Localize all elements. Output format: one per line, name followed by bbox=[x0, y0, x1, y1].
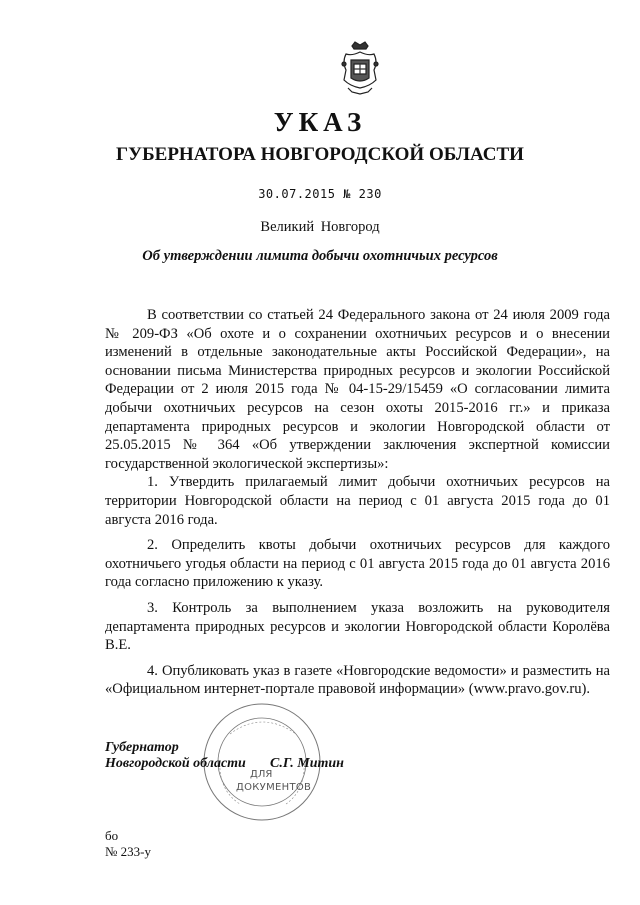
coat-of-arms-emblem bbox=[338, 40, 382, 98]
body-paragraph-item-3: 3. Контроль за выполнением указа возложить на руководителя департамента природных ресурсов и экологии Новгородской области Королёва В.Е. bbox=[105, 599, 610, 654]
document-date-number: 30.07.2015 № 230 bbox=[258, 187, 382, 201]
document-title: УКАЗ bbox=[273, 107, 367, 137]
signature-position-line2: Новгородской области bbox=[105, 756, 246, 771]
body-paragraph-item-2: 2. Определить квоты добычи охотничьих ресурсов для каждого охотничьего угодья области на период с 01 августа 2015 года до 01 августа 2016 года согласно приложению к указу. bbox=[105, 537, 610, 591]
stamp-text-line2: ДОКУМЕНТОВ bbox=[236, 782, 312, 793]
signature-position bbox=[105, 740, 246, 772]
footer-registration-number: № 233-у bbox=[105, 844, 151, 859]
signer-name: С.Г. Митин bbox=[270, 756, 344, 771]
body-paragraph-preamble: В соответствии со статьей 24 Федерального закона от 24 июля 2009 года № 209-ФЗ «Об охоте и о сохранении охотничьих ресурсов и о внесении изменений в отдельные законодательные акты Российской Федерации», на основании письма Министерства природных ресурсов и экологии Российской Федерации от 2 июля 2015 года № 04-15-29/15459 «О согласовании лимита добычи охотничьих ресурсов на сезон охоты 2015-2016 гг.» и приказа департамента природных ресурсов и экологии Новгородской области от 25.05.2015 № 364 «Об утверждении заключения экспертной комиссии государственной экологической экспертизы»: bbox=[105, 307, 610, 472]
document-issuer: ГУБЕРНАТОРА НОВГОРОДСКОЙ ОБЛАСТИ bbox=[116, 144, 524, 165]
document-body bbox=[105, 306, 610, 699]
document-subject: Об утверждении лимита добычи охотничьих ресурсов bbox=[142, 248, 498, 264]
document-city: Великий Новгород bbox=[260, 219, 380, 235]
footer-initials: бо bbox=[105, 828, 119, 843]
body-paragraph-item-4: 4. Опубликовать указ в газете «Новгородские ведомости» и разместить на «Официальном интернет-портале правовой информации» (www.pravo.gov.ru). bbox=[105, 662, 610, 698]
body-paragraph-item-1: 1. Утвердить прилагаемый лимит добычи охотничьих ресурсов на территории Новгородской области на период с 01 августа 2015 года до 01 августа 2016 года. bbox=[105, 474, 610, 528]
signature-position-line1: Губернатор bbox=[105, 740, 179, 755]
stamp-text-line1: ДЛЯ bbox=[250, 769, 273, 780]
